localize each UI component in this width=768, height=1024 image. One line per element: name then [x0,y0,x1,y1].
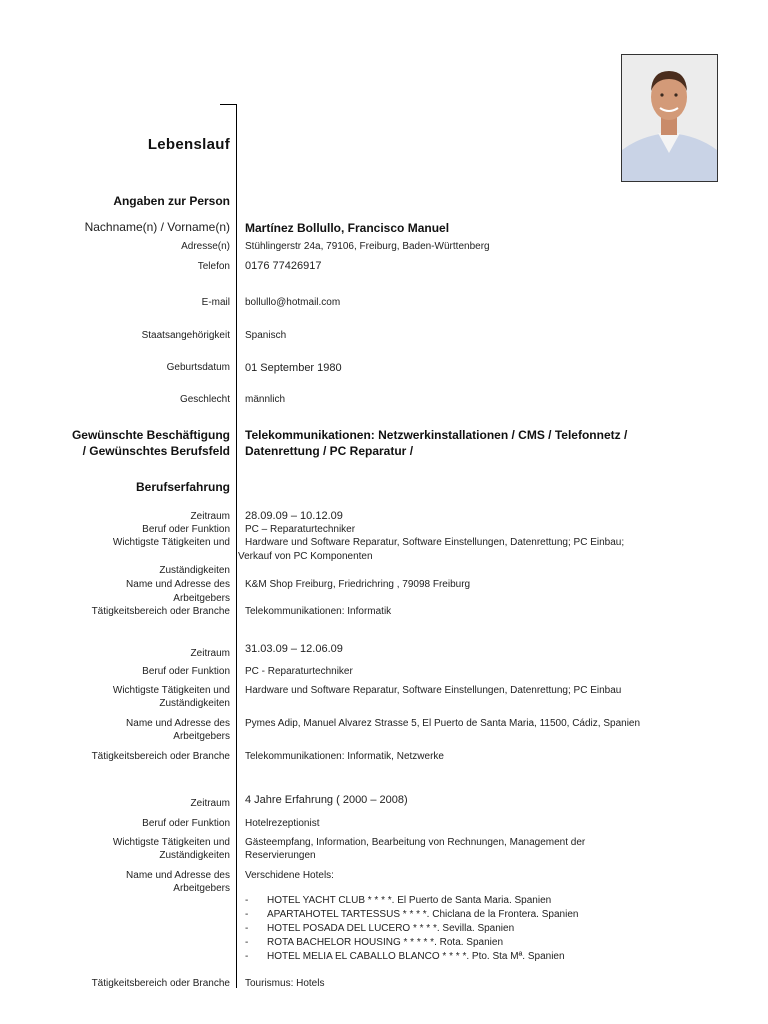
gender-value: männlich [245,394,286,405]
bullet-dash: - [245,909,249,920]
nationality-value: Spanisch [245,330,287,341]
bullet-dash: - [245,937,249,948]
divider-tick [220,104,237,105]
hotel-name: HOTEL POSADA DEL LUCERO * * * *. Sevilla. Spanien [267,923,515,934]
job1-sector-label: Tätigkeitsbereich oder Branche [91,606,230,617]
job2-tasks: Hardware und Software Reparatur, Software Einstellungen, Datenrettung; PC Einbau [245,685,622,696]
job2-sector: Telekommunikationen: Informatik, Netzwerke [245,751,444,762]
phone-value: 0176 77426917 [245,260,322,272]
hotel-list-item [245,937,503,949]
job1-job-label: Beruf oder Funktion [142,524,230,535]
job3-tasks-line1: Gästeempfang, Information, Bearbeitung von Rechnungen, Management der [245,837,586,848]
address-value: Stühlingerstr 24a, 79106, Freiburg, Baden-Württenberg [245,241,490,252]
hotel-name: HOTEL YACHT CLUB * * * *. El Puerto de Santa Maria. Spanien [267,895,552,906]
page-title: Lebenslauf [147,136,230,153]
hotel-list-item [245,909,578,921]
job3-period: 4 Jahre Erfahrung ( 2000 – 2008) [245,794,408,806]
job3-period-label: Zeitraum [190,798,230,809]
job2-job-label: Beruf oder Funktion [142,666,230,677]
job1-employer-label-line1: Name und Adresse des [126,579,230,590]
job2-period-label: Zeitraum [190,648,230,659]
job2-sector-label: Tätigkeitsbereich oder Branche [91,751,230,762]
job1-tasks-line1: Hardware und Software Reparatur, Software Einstellungen, Datenrettung; PC Einbau; [245,537,625,548]
phone-label: Telefon [197,261,230,272]
section-experience-heading: Berufserfahrung [135,480,230,494]
email-label: E-mail [201,297,230,308]
birth-label: Geburtsdatum [166,362,230,373]
job3-tasks-line2: Reservierungen [245,850,316,861]
name-label: Nachname(n) / Vorname(n) [84,220,230,234]
job1-tasks-label-line2: Zuständigkeiten [159,565,230,576]
section-desired-heading-line1: Gewünschte Beschäftigung [71,428,230,442]
job3-tasks-label-line2: Zuständigkeiten [159,850,230,861]
hotel-name: ROTA BACHELOR HOUSING * * * * *. Rota. Spanien [267,937,504,948]
address-label: Adresse(n) [181,241,230,252]
hotel-name: HOTEL MELIA EL CABALLO BLANCO * * * *. Pto. Sta Mª. Spanien [267,951,565,962]
section-desired-heading-line2: / Gewünschtes Berufsfeld [82,444,230,458]
job2-employer-label-line1: Name und Adresse des [126,718,230,729]
job2-period: 31.03.09 – 12.06.09 [245,643,343,655]
job3-employer-label-line1: Name und Adresse des [126,870,230,881]
job2-job: PC - Reparaturtechniker [245,666,353,677]
nationality-label: Staatsangehörigkeit [141,330,230,341]
person-name: Martínez Bollullo, Francisco Manuel [245,221,450,235]
job3-job-label: Beruf oder Funktion [142,818,230,829]
job3-tasks-label-line1: Wichtigste Tätigkeiten und [112,837,230,848]
bullet-dash: - [245,951,249,962]
desired-value-line1: Telekommunikationen: Netzwerkinstallationen / CMS / Telefonnetz / [245,428,628,442]
job3-sector: Tourismus: Hotels [245,978,325,989]
job1-sector: Telekommunikationen: Informatik [245,606,392,617]
job3-sector-label: Tätigkeitsbereich oder Branche [91,978,230,989]
hotel-list-item [245,923,514,935]
job2-tasks-label-line1: Wichtigste Tätigkeiten und [112,685,230,696]
job1-employer: K&M Shop Freiburg, Friedrichring , 79098 Freiburg [245,579,471,590]
job3-employer: Verschidene Hotels: [245,870,334,881]
job1-job: PC – Reparaturtechniker [245,524,356,535]
job2-employer-label-line2: Arbeitgebers [173,731,230,742]
gender-label: Geschlecht [179,394,230,405]
birth-value: 01 September 1980 [245,362,342,374]
hotel-name: APARTAHOTEL TARTESSUS * * * *. Chiclana de la Frontera. Spanien [267,909,579,920]
job3-employer-label-line2: Arbeitgebers [173,883,230,894]
job1-period-label: Zeitraum [190,511,230,522]
bullet-dash: - [245,895,249,906]
email-value[interactable]: bollullo@hotmail.com [245,297,341,308]
job3-job: Hotelrezeptionist [245,818,320,829]
job2-employer: Pymes Adip, Manuel Alvarez Strasse 5, El Puerto de Santa Maria, 11500, Cádiz, Spanien [245,718,641,729]
portrait-image [622,55,717,181]
bullet-dash: - [245,923,249,934]
desired-value-line2: Datenrettung / PC Reparatur / [245,444,414,458]
job2-tasks-label-line2: Zuständigkeiten [159,698,230,709]
job1-tasks-label-line1: Wichtigste Tätigkeiten und [112,537,230,548]
hotel-list-item [245,895,551,907]
section-personal-heading: Angaben zur Person [113,194,230,208]
job1-period: 28.09.09 – 10.12.09 [245,510,343,522]
job1-employer-label-line2: Arbeitgebers [173,593,230,604]
hotel-list-item [245,951,565,963]
column-divider [236,104,237,988]
profile-photo [621,54,718,182]
job1-tasks-line2: Verkauf von PC Komponenten [238,551,373,562]
